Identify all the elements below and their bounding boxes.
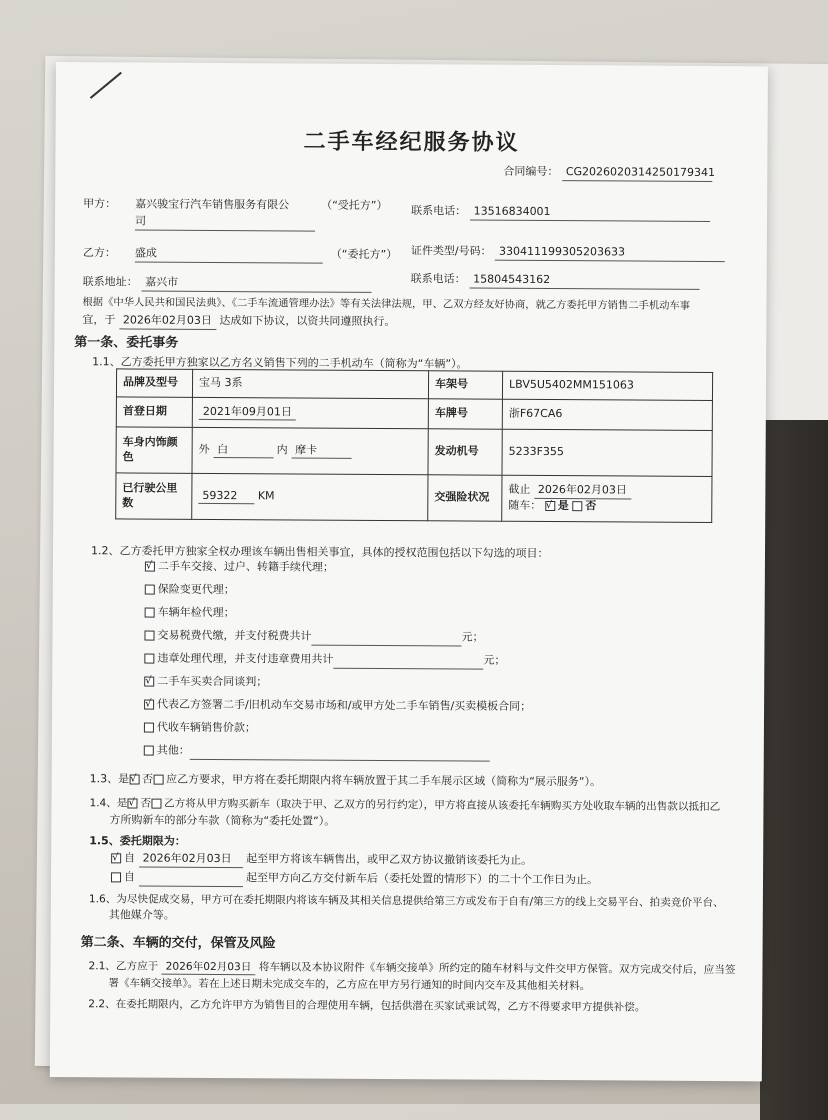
party-b-role: （“委托方”） (330, 247, 398, 262)
auth-item-1 (145, 583, 235, 598)
pen-mark (90, 72, 122, 99)
contract-number-value: CG20260203142501793​41 (562, 165, 712, 182)
auth-item-2 (145, 606, 235, 621)
color-int-prefix: 内 (276, 442, 288, 457)
with-car-yes-checkbox[interactable] (545, 501, 555, 511)
party-b-label: 乙方： (82, 246, 116, 260)
party-b-phone-value: 15804543162 (469, 273, 699, 290)
reg-date-value: 2021年09月01日 (199, 404, 296, 420)
brand-label: 品牌及型号 (116, 369, 192, 397)
color-int-value: 摩卡 (291, 443, 351, 459)
with-car-no-label: 否 (585, 499, 597, 513)
insurance-date-row (508, 483, 705, 500)
term-option-2-blank (138, 871, 242, 887)
vin-label: 车架号 (428, 371, 502, 399)
party-a-phone-value: 13516834001 (470, 205, 710, 222)
auth-item-2-label: 车辆年检代理； (157, 605, 235, 620)
color-ext-value: 白 (213, 443, 273, 459)
vin-value: LBV5U5402MM151063 (502, 371, 712, 400)
insurance-date-prefix: 截止 (508, 482, 531, 497)
clause-1-6-line-2: 其他媒介等。 (108, 908, 175, 922)
party-b-id-label: 证件类型/号码： (410, 244, 492, 258)
term-option-2-text: 起至甲方向乙方交付新车后（委托处置的情形下）的二十个工作日为止。 (245, 871, 599, 887)
party-a-label: 甲方： (83, 197, 117, 211)
party-b-name: 盛成 (135, 246, 323, 263)
auth-item-5-checkbox[interactable] (144, 677, 154, 687)
with-car-no-checkbox[interactable] (572, 501, 582, 511)
auth-item-3-suffix: 元； (461, 630, 484, 644)
clause-1-3-no-checkbox[interactable] (153, 775, 163, 785)
party-a-phone-label: 联系电话： (411, 204, 467, 218)
clause-2-1-prefix: 2.1、乙方应于 (88, 960, 159, 973)
auth-item-1-label: 保险变更代理； (157, 582, 235, 597)
auth-item-4-blank (333, 653, 483, 670)
auth-item-6-label: 代表乙方签署二手/旧机动车交易市场和/或甲方处二手车销售/买卖模板合同； (157, 697, 532, 713)
party-b-address-value: 嘉兴市 (141, 276, 371, 293)
auth-item-3 (144, 629, 483, 647)
term-option-1-text: 起至甲方将该车辆售出，或甲乙双方协议撤销该委托为止。 (246, 852, 533, 867)
color-label: 车身内饰颜色 (116, 427, 192, 473)
plate-label: 车牌号 (428, 399, 502, 429)
document-title: 二手车经纪服务协议 (303, 129, 520, 156)
clause-1-4-line-1 (89, 796, 720, 814)
term-option-1-prefix: 自 (124, 851, 136, 865)
section-1-heading: 第一条、委托事务 (74, 335, 179, 351)
term-option-2-prefix: 自 (123, 870, 136, 884)
intro-line-2 (82, 313, 395, 331)
auth-item-0 (145, 560, 334, 576)
color-ext-prefix: 外 (198, 442, 210, 456)
intro-suffix: 达成如下协议，以资共同遵照执行。 (219, 314, 396, 329)
auth-item-8-checkbox[interactable] (144, 746, 154, 756)
mileage-cell (192, 473, 428, 520)
party-b-address (83, 275, 372, 293)
auth-item-7-checkbox[interactable] (144, 723, 154, 733)
clause-1-3-no-label: 否 (142, 772, 154, 786)
with-car-label: 随车： (508, 498, 542, 512)
clause-1-4-no-label: 否 (140, 797, 152, 810)
mileage-label: 已行驶公里数 (116, 473, 192, 519)
clause-1-3 (90, 772, 601, 790)
agreement-date: 2026年02月03日 (119, 313, 216, 329)
insurance-cell (502, 475, 712, 522)
party-b-phone-label: 联系电话： (410, 272, 466, 286)
auth-item-0-checkbox[interactable] (145, 562, 155, 572)
contract-page (50, 62, 768, 1081)
clause-2-1-text: 将车辆以及本协议附件《车辆交接单》所约定的随车材料与文件交甲方保管。双方完成交付后，应当签 (258, 961, 736, 977)
auth-item-4-label: 违章处理代理，并支付违章费用共计 (157, 651, 334, 666)
engine-label: 发动机号 (428, 429, 502, 475)
mileage-unit: KM (257, 488, 275, 502)
auth-item-8-label: 其他： (156, 743, 190, 757)
clause-1-4-no-checkbox[interactable] (151, 799, 161, 809)
with-car-row (508, 499, 705, 515)
auth-item-4-suffix: 元； (483, 653, 506, 667)
auth-item-5 (144, 675, 267, 691)
mileage-value: 59322 (198, 488, 254, 504)
auth-item-4-checkbox[interactable] (144, 654, 154, 664)
auth-item-4 (144, 652, 505, 670)
clause-1-1: 1.1、乙方委托甲方独家以乙方名义销售下列的二手机动车（简称为“车辆”）。 (92, 355, 468, 371)
term-option-2-checkbox[interactable] (111, 872, 121, 882)
party-b-id-value: 330411199305203633 (495, 245, 725, 262)
party-a-name-2: 司 (135, 214, 315, 231)
auth-item-8 (144, 744, 490, 762)
auth-item-0-label: 二手车交接、过户、转籍手续代理； (157, 559, 334, 574)
auth-item-7-label: 代收车辆销售价款； (156, 720, 256, 735)
term-option-1-date: 2026年02月03日 (139, 852, 243, 868)
intro-line-1: 根据《中华人民共和国民法典》、《二手车流通管理办法》等有关法律法规，甲、乙双方经友好协商，就乙方委托甲方销售二手机动车事 (82, 296, 691, 312)
party-b-id (411, 244, 725, 262)
auth-item-8-blank (190, 744, 490, 762)
clause-2-2: 2.2、在委托期限内，乙方允许甲方为销售目的合理使用车辆，包括供潜在买家试乘试驾，乙方不得要求甲方提供补偿。 (88, 998, 646, 1014)
clause-1-3-yes-label: 1.3、是 (89, 772, 130, 786)
term-option-1 (111, 851, 532, 869)
clause-2-1-line-2: 署《车辆交接单》。若在上述日期未完成交车的，乙方应在甲方另行通知的时间内交车及其他相关材料。 (108, 977, 591, 993)
clause-2-1-date: 2026年02月03日 (162, 960, 256, 976)
auth-item-3-label: 交易税费代缴，并支付税费共计 (157, 628, 312, 643)
vehicle-info-table (115, 368, 713, 523)
desk-edge (760, 420, 828, 1120)
party-b-address-label: 联系地址： (82, 275, 138, 289)
color-cell (192, 427, 428, 474)
auth-item-6 (144, 698, 531, 715)
auth-item-3-checkbox[interactable] (144, 631, 154, 641)
clause-1-4-yes-label: 1.4、是 (89, 797, 128, 810)
party-a-name-1: 嘉兴骏宝行汽车销售服务有限公 (135, 197, 290, 212)
insurance-label: 交强险状况 (428, 475, 502, 521)
contract-number (503, 164, 716, 182)
brand-value: 宝马 3系 (192, 369, 428, 398)
clause-1-4-line-2: 方所购新车的部分车款（简称为“委托处置”）。 (109, 813, 336, 828)
plate-value: 浙F67CA6 (502, 399, 712, 430)
auth-item-1-checkbox[interactable] (145, 585, 155, 595)
auth-item-2-checkbox[interactable] (145, 608, 155, 618)
term-option-2 (111, 870, 598, 889)
contract-number-label: 合同编号： (503, 164, 559, 179)
party-a-role: （“受托方”） (321, 198, 388, 213)
clause-1-3-text: 应乙方要求，甲方将在委托期限内将车辆放置于其二手车展示区域（简称为“展示服务”）。 (166, 772, 602, 789)
section-2-heading: 第二条、车辆的交付，保管及风险 (80, 935, 276, 952)
clause-1-4-text: 乙方将从甲方购买新车（取决于甲、乙双方的另行约定），甲方将直接从该委托车辆购买方处收取车辆的出售款以抵扣乙 (164, 797, 721, 814)
clause-1-5-heading: 1.5、委托期限为： (89, 834, 186, 848)
term-option-1-checkbox[interactable] (111, 853, 121, 863)
reg-date-label: 首登日期 (116, 397, 192, 427)
clause-1-2-intro: 1.2、乙方委托甲方独家全权办理该车辆出售相关事宜，具体的授权范围包括以下勾选的项目： (90, 544, 549, 561)
insurance-date-value: 2026年02月03日 (534, 483, 631, 499)
party-a-phone (411, 204, 710, 222)
intro-prefix: 宜，于 (82, 313, 116, 327)
auth-item-3-blank (311, 630, 461, 647)
clause-1-4-yes-checkbox[interactable] (127, 798, 137, 808)
clause-2-1-line-1 (88, 959, 735, 978)
auth-item-5-label: 二手车买卖合同谈判； (157, 674, 268, 689)
with-car-yes-label: 是 (557, 499, 569, 513)
clause-1-6-line-1: 1.6、为尽快促成交易，甲方可在委托期限内将该车辆及其相关信息提供给第三方或发布于自有/第三方的线上交易平台、拍卖竞价平台、 (88, 893, 724, 910)
reg-date-cell (192, 397, 428, 428)
party-b-phone (411, 272, 700, 290)
auth-item-7 (144, 721, 256, 737)
auth-item-6-checkbox[interactable] (144, 700, 154, 710)
engine-value: 5233F355 (502, 429, 712, 476)
clause-1-3-yes-checkbox[interactable] (129, 774, 139, 784)
